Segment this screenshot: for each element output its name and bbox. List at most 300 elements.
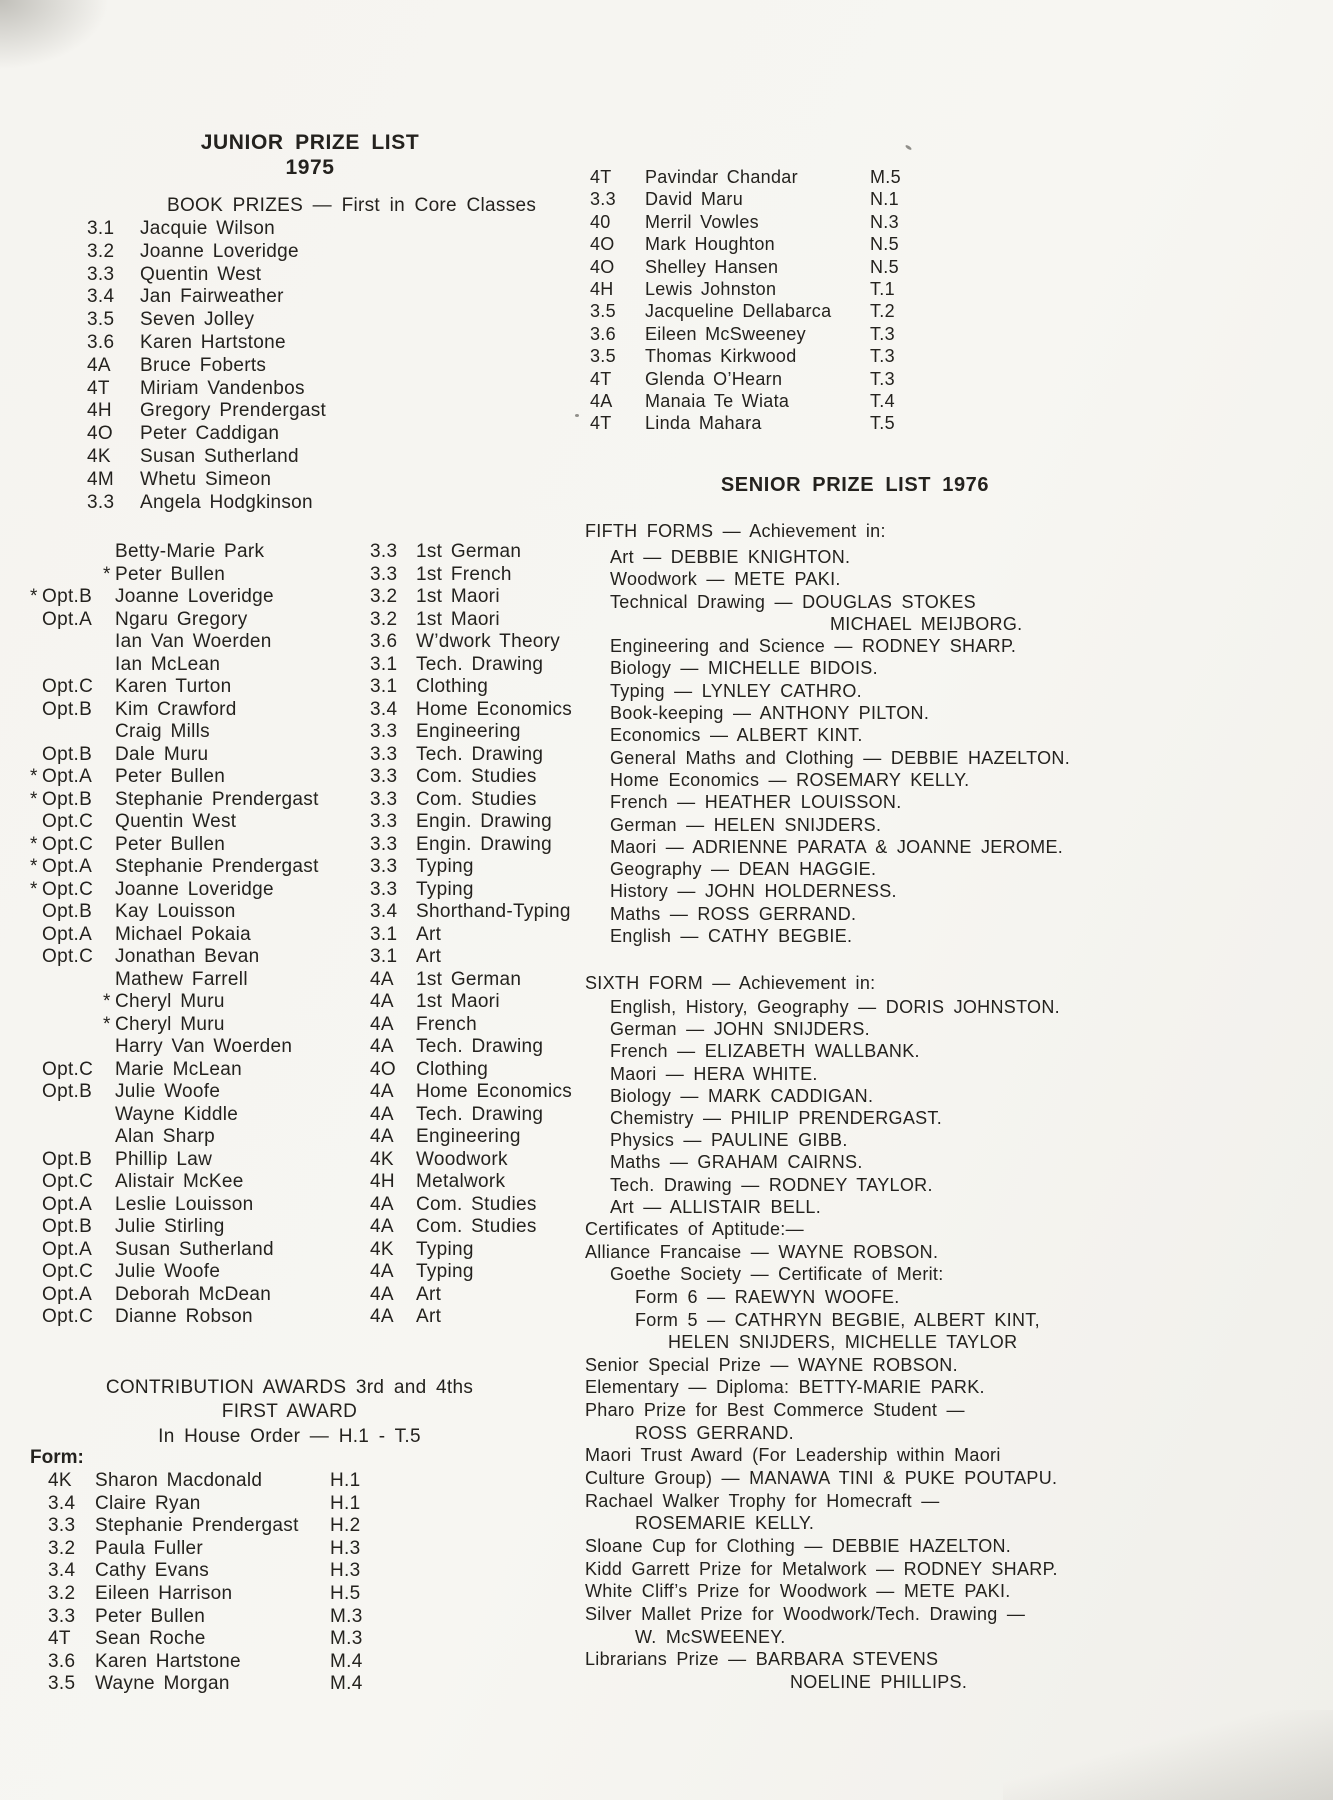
form-code: 3.1 <box>87 218 115 239</box>
form-code: 3.2 <box>370 586 398 607</box>
house-rank: M.4 <box>330 1650 363 1672</box>
form-code: 3.2 <box>370 608 398 630</box>
subject: Art <box>416 946 442 967</box>
achievement-line: Art — ALLISTAIR BELL. <box>610 1196 822 1217</box>
option-prize-row <box>30 1306 572 1329</box>
option-code: * Opt.C <box>30 833 94 855</box>
student-name: Julie Woofe <box>115 1081 221 1102</box>
subject: 1st German <box>416 541 522 562</box>
student-name: Peter Bullen <box>115 766 226 787</box>
house-rank: H.1 <box>330 1492 361 1514</box>
special-prize-line: Librarians Prize — BARBARA STEVENS <box>585 1649 939 1670</box>
house-award-row <box>48 1606 363 1629</box>
student-name: Karen Hartstone <box>140 331 286 353</box>
option-code <box>30 654 115 677</box>
book-prizes-subtitle: BOOK PRIZES — First in Core Classes <box>167 195 537 216</box>
achievement-line: English, History, Geography — DORIS JOHNSTON. <box>610 997 1060 1017</box>
house-rank: T.2 <box>870 301 895 322</box>
student-name: Susan Sutherland <box>115 1238 274 1260</box>
form-code: 4K <box>370 1238 394 1260</box>
student-name: Bruce Foberts <box>140 354 267 376</box>
form-code: 3.3 <box>370 833 398 855</box>
student-name: Quentin West <box>140 263 262 285</box>
student-name: Sean Roche <box>95 1628 206 1650</box>
book-prize-row <box>87 264 326 287</box>
option-prize-row <box>30 1261 572 1284</box>
book-prize-row <box>87 309 326 332</box>
form-code: 3.1 <box>370 946 398 967</box>
student-name: Deborah McDean <box>115 1283 272 1305</box>
book-prize-row <box>87 332 326 355</box>
form-code: 3.3 <box>87 491 115 513</box>
student-name: Stephanie Prendergast <box>115 788 319 810</box>
form-code: 3.4 <box>370 901 398 922</box>
subject: Tech. Drawing <box>416 743 544 765</box>
student-name: Karen Turton <box>115 676 232 697</box>
student-name: * Peter Bullen <box>103 563 226 585</box>
subject: Tech. Drawing <box>416 1103 544 1125</box>
form-code: 4T <box>590 413 612 434</box>
option-code: Opt.A <box>42 1238 93 1260</box>
house-award-row <box>590 368 901 390</box>
subject: Engineering <box>416 1126 521 1147</box>
student-name: Leslie Louisson <box>115 1193 254 1215</box>
option-code: Opt.B <box>42 1081 93 1102</box>
student-name: Betty-Marie Park <box>115 541 265 562</box>
special-prize-line: Sloane Cup for Clothing — DEBBIE HAZELTON. <box>585 1535 1012 1556</box>
form-code: 4H <box>370 1171 395 1192</box>
option-prize-list <box>30 541 572 1329</box>
house-rank: N.1 <box>870 189 899 210</box>
subject: Clothing <box>416 676 489 697</box>
student-name: Craig Mills <box>115 721 210 742</box>
form-code: 4K <box>48 1470 72 1491</box>
form-code: 3.1 <box>370 676 398 697</box>
house-award-row <box>590 233 901 255</box>
student-name: Paula Fuller <box>95 1537 203 1559</box>
form-code: 3.2 <box>87 240 115 262</box>
form-code: 4T <box>48 1628 71 1650</box>
student-name: Angela Hodgkinson <box>140 491 313 513</box>
special-prize-line: Maori Trust Award (For Leadership within Maori <box>585 1445 1001 1466</box>
house-rank: M.3 <box>330 1605 363 1627</box>
form-code: 3.1 <box>370 923 398 945</box>
subject: Art <box>416 1306 442 1327</box>
special-prize-line: W. McSWEENEY. <box>635 1626 786 1647</box>
form-code: 3.3 <box>48 1515 76 1537</box>
student-name: Shelley Hansen <box>645 256 779 277</box>
option-prize-row <box>30 1216 572 1239</box>
form-code: 3.3 <box>370 721 398 742</box>
house-award-row <box>590 300 901 322</box>
form-code: 4O <box>590 234 615 255</box>
option-code <box>30 721 115 744</box>
option-prize-row <box>30 924 572 947</box>
form-code: 3.3 <box>370 766 398 787</box>
option-prize-row <box>30 631 572 654</box>
achievement-line: Biology — MARK CADDIGAN. <box>610 1085 874 1106</box>
special-prize-line: ROSS GERRAND. <box>635 1422 794 1443</box>
subject: Com. Studies <box>416 1193 537 1215</box>
option-prize-row <box>30 766 572 789</box>
student-name: Miriam Vandenbos <box>140 377 305 399</box>
achievement-line: French — ELIZABETH WALLBANK. <box>610 1041 920 1062</box>
subject: Home Economics <box>416 698 573 720</box>
form-code: 4M <box>87 468 114 490</box>
option-prize-row <box>30 1081 572 1104</box>
student-name: Stephanie Prendergast <box>115 856 319 877</box>
option-prize-row <box>30 586 572 609</box>
form-code: 3.3 <box>370 743 398 765</box>
achievement-line: English — CATHY BEGBIE. <box>610 926 853 947</box>
achievement-line: Tech. Drawing — RODNEY TAYLOR. <box>610 1174 933 1195</box>
subject: 1st French <box>416 563 512 585</box>
special-prize-line: Elementary — Diploma: BETTY-MARIE PARK. <box>585 1377 985 1398</box>
subject: Woodwork <box>416 1148 508 1170</box>
special-prize-line: Rachael Walker Trophy for Homecraft — <box>585 1490 940 1511</box>
form-code: 4A <box>370 1193 394 1215</box>
option-code <box>30 1126 115 1149</box>
option-prize-row <box>30 1171 572 1194</box>
house-rank: N.3 <box>870 211 899 232</box>
subject: Com. Studies <box>416 788 537 810</box>
option-code <box>30 631 115 654</box>
subject: W’dwork Theory <box>416 631 561 652</box>
achievement-line: Book-keeping — ANTHONY PILTON. <box>610 703 930 724</box>
form-code: 3.4 <box>87 286 115 308</box>
option-code: * Opt.C <box>30 878 94 900</box>
student-name: Wayne Morgan <box>95 1673 230 1695</box>
form-code: 3.3 <box>370 811 398 832</box>
form-code: 4O <box>87 423 113 445</box>
form-code: 3.3 <box>370 878 398 900</box>
student-name: Gregory Prendergast <box>140 400 327 422</box>
form-code: 4H <box>590 278 614 299</box>
student-name: Peter Bullen <box>95 1605 206 1627</box>
form-code: 4A <box>370 1013 394 1035</box>
house-rank: T.3 <box>870 346 895 367</box>
option-prize-row <box>30 541 572 564</box>
book-prize-row <box>87 355 326 378</box>
special-prize-line: Culture Group) — MANAWA TINI & PUKE POUTAPU. <box>585 1468 1058 1489</box>
option-prize-row <box>30 991 572 1014</box>
book-prize-row <box>87 400 326 423</box>
achievement-line: History — JOHN HOLDERNESS. <box>610 881 897 902</box>
subject: Clothing <box>416 1058 489 1080</box>
form-code: 3.3 <box>370 856 398 877</box>
student-name: Mathew Farrell <box>115 968 248 990</box>
form-code: 3.4 <box>370 698 398 720</box>
option-prize-row <box>30 1036 572 1059</box>
special-prize-line: Silver Mallet Prize for Woodwork/Tech. Drawing — <box>585 1603 1026 1624</box>
form-code: 4H <box>87 400 112 422</box>
achievement-line: General Maths and Clothing — DEBBIE HAZELTON. <box>610 747 1071 768</box>
form-code: 3.6 <box>370 631 398 652</box>
option-prize-row <box>30 811 572 834</box>
subject: French <box>416 1013 477 1035</box>
option-code: Opt.A <box>42 923 93 945</box>
option-prize-row <box>30 856 572 879</box>
house-rank: H.3 <box>330 1537 361 1559</box>
achievement-line: Chemistry — PHILIP PRENDERGAST. <box>610 1107 943 1128</box>
student-name: Sharon Macdonald <box>95 1470 263 1491</box>
scan-smudge-bottom-right <box>1003 1710 1333 1800</box>
student-name: Joanne Loveridge <box>115 586 274 607</box>
form-code: 4K <box>87 445 111 467</box>
option-code: Opt.C <box>42 1261 94 1282</box>
house-award-row <box>590 323 901 345</box>
option-prize-row <box>30 946 572 969</box>
house-award-row <box>48 1493 363 1516</box>
form-code: 3.5 <box>48 1673 76 1695</box>
student-name: Glenda O’Hearn <box>645 368 783 389</box>
house-award-row <box>590 412 901 434</box>
house-rank: H.1 <box>330 1470 361 1491</box>
student-name: Eileen Harrison <box>95 1582 233 1604</box>
student-name: Mark Houghton <box>645 234 775 255</box>
option-prize-row <box>30 1149 572 1172</box>
house-rank: N.5 <box>870 256 899 277</box>
student-name: David Maru <box>645 189 744 210</box>
special-prize-line: Alliance Francaise — WAYNE ROBSON. <box>585 1241 939 1262</box>
house-award-row <box>590 278 901 300</box>
subject: Typing <box>416 1238 474 1260</box>
subject: Home Economics <box>416 1081 573 1102</box>
achievement-line: Geography — DEAN HAGGIE. <box>610 859 877 880</box>
special-prize-line: ROSEMARIE KELLY. <box>635 1513 815 1534</box>
achievement-line: Maths — GRAHAM CAIRNS. <box>610 1152 863 1173</box>
form-code: 4A <box>370 1126 394 1147</box>
student-name: Peter Bullen <box>115 833 226 855</box>
house-award-list-right <box>590 166 901 435</box>
house-award-row <box>48 1583 363 1606</box>
form-code: 4A <box>87 354 111 376</box>
house-award-row <box>48 1538 363 1561</box>
achievement-line: Typing — LYNLEY CATHRO. <box>610 680 862 701</box>
form-code: 3.1 <box>370 653 398 675</box>
achievement-line: Maths — ROSS GERRAND. <box>610 903 857 924</box>
form-code: 4A <box>370 1306 394 1327</box>
form-code: 4T <box>590 167 612 187</box>
achievement-line: German — HELEN SNIJDERS. <box>610 814 882 835</box>
student-name: Jacqueline Dellabarca <box>645 301 832 322</box>
form-code: 4A <box>590 390 613 411</box>
form-code: 4A <box>370 991 394 1012</box>
option-prize-row <box>30 744 572 767</box>
house-award-list-left <box>48 1470 363 1696</box>
student-name: Julie Stirling <box>115 1216 225 1237</box>
form-code: 4A <box>370 1103 394 1125</box>
subject: Art <box>416 1283 442 1305</box>
student-name: Phillip Law <box>115 1148 213 1170</box>
form-code: 4T <box>87 377 110 399</box>
form-code: 4A <box>370 968 394 990</box>
house-rank: T.3 <box>870 323 895 344</box>
option-prize-row <box>30 879 572 902</box>
subject: Engin. Drawing <box>416 833 553 855</box>
student-name: Quentin West <box>115 811 237 832</box>
option-prize-row <box>30 1284 572 1307</box>
option-prize-row <box>30 676 572 699</box>
house-rank: M.5 <box>870 167 901 187</box>
form-code: 4O <box>370 1058 396 1080</box>
student-name: Peter Caddigan <box>140 423 280 445</box>
house-award-row <box>590 188 901 210</box>
student-name: Manaia Te Wiata <box>645 390 790 411</box>
student-name: Julie Woofe <box>115 1261 221 1282</box>
house-rank: H.3 <box>330 1560 361 1582</box>
contribution-order-note: In House Order — H.1 - T.5 <box>158 1426 421 1447</box>
form-code: 4A <box>370 1081 394 1102</box>
special-prize-line: White Cliff’s Prize for Woodwork — METE PAKI. <box>585 1581 1011 1602</box>
special-prizes-list <box>585 1218 1058 1693</box>
form-code: 3.5 <box>590 301 616 322</box>
achievement-line: Biology — MICHELLE BIDOIS. <box>610 658 878 679</box>
form-code: 3.6 <box>48 1650 76 1672</box>
house-award-row <box>48 1651 363 1674</box>
option-code: Opt.C <box>42 1171 94 1192</box>
subject: Metalwork <box>416 1171 506 1192</box>
student-name: Jan Fairweather <box>140 286 284 308</box>
house-rank: M.3 <box>330 1628 363 1650</box>
form-code: 3.6 <box>590 323 616 344</box>
achievement-line: Home Economics — ROSEMARY KELLY. <box>610 769 970 790</box>
house-award-row <box>590 166 901 188</box>
special-prize-line: Goethe Society — Certificate of Merit: <box>610 1264 944 1285</box>
subject: Engin. Drawing <box>416 811 553 832</box>
subject: Shorthand-Typing <box>416 901 571 922</box>
book-prize-list <box>87 218 326 514</box>
book-prize-row <box>87 241 326 264</box>
student-name: Dianne Robson <box>115 1306 253 1327</box>
option-prize-row <box>30 654 572 677</box>
scan-smudge-top-left <box>0 0 110 70</box>
student-name: Seven Jolley <box>140 309 255 331</box>
student-name: Ian McLean <box>115 653 221 675</box>
option-code: Opt.C <box>42 811 94 832</box>
option-code: Opt.B <box>42 698 93 720</box>
house-rank: H.2 <box>330 1515 361 1537</box>
student-name: Kay Louisson <box>115 901 236 922</box>
book-prize-row <box>87 446 326 469</box>
house-award-row <box>590 256 901 278</box>
subject: Art <box>416 923 442 945</box>
form-code: 40 <box>590 211 611 232</box>
student-name: Jacquie Wilson <box>140 218 275 239</box>
option-prize-row <box>30 901 572 924</box>
option-prize-row <box>30 564 572 587</box>
option-code: * Opt.B <box>30 586 93 607</box>
book-prize-row <box>87 378 326 401</box>
achievement-line: Art — DEBBIE KNIGHTON. <box>610 547 851 567</box>
option-prize-row <box>30 609 572 632</box>
form-code: 3.5 <box>87 309 115 331</box>
fifth-forms-list <box>585 546 1070 947</box>
fifth-forms-heading: FIFTH FORMS — Achievement in: <box>585 521 886 541</box>
subject: Com. Studies <box>416 1216 537 1237</box>
house-award-row <box>48 1470 363 1493</box>
student-name: Wayne Kiddle <box>115 1103 239 1125</box>
achievement-line: Technical Drawing — DOUGLAS STOKES <box>610 591 976 612</box>
student-name: Alistair McKee <box>115 1171 244 1192</box>
student-name: Lewis Johnston <box>645 278 777 299</box>
achievement-line: MICHAEL MEIJBORG. <box>830 613 1023 634</box>
special-prize-line: Pharo Prize for Best Commerce Student — <box>585 1400 965 1421</box>
option-code: Opt.C <box>42 946 94 967</box>
achievement-line: Engineering and Science — RODNEY SHARP. <box>610 636 1017 657</box>
house-award-row <box>590 345 901 367</box>
option-code <box>30 541 115 564</box>
house-award-row <box>48 1560 363 1583</box>
house-rank: T.1 <box>870 278 895 299</box>
form-code: 4T <box>590 368 612 389</box>
student-name: Cathy Evans <box>95 1560 210 1582</box>
option-prize-row <box>30 1059 572 1082</box>
sixth-form-heading: SIXTH FORM — Achievement in: <box>585 973 876 993</box>
student-name: Harry Van Woerden <box>115 1036 293 1057</box>
special-prize-line: Kidd Garrett Prize for Metalwork — RODNEY SHARP. <box>585 1558 1058 1579</box>
form-label: Form: <box>30 1447 84 1468</box>
option-code: Opt.A <box>42 1193 93 1215</box>
subject: Tech. Drawing <box>416 653 544 675</box>
option-prize-row <box>30 789 572 812</box>
option-code: Opt.A <box>42 608 93 630</box>
option-prize-row <box>30 699 572 722</box>
student-name: Whetu Simeon <box>140 468 272 490</box>
book-prize-row <box>87 469 326 492</box>
option-code <box>30 1036 115 1059</box>
special-prize-line: Form 5 — CATHRYN BEGBIE, ALBERT KINT, <box>635 1309 1040 1330</box>
option-prize-row <box>30 969 572 992</box>
student-name: Linda Mahara <box>645 413 762 434</box>
student-name: Thomas Kirkwood <box>645 346 797 367</box>
subject: 1st German <box>416 968 522 990</box>
house-rank: T.4 <box>870 390 895 411</box>
student-name: Joanne Loveridge <box>115 878 274 900</box>
option-code: Opt.C <box>42 676 94 697</box>
student-name: Dale Muru <box>115 743 209 765</box>
achievement-line: Economics — ALBERT KINT. <box>610 725 863 746</box>
special-prize-line: HELEN SNIJDERS, MICHELLE TAYLOR <box>668 1332 1018 1353</box>
option-code <box>30 1104 115 1127</box>
option-prize-row <box>30 1014 572 1037</box>
junior-title: JUNIOR PRIZE LIST <box>200 131 420 154</box>
option-prize-row <box>30 721 572 744</box>
book-prize-row <box>87 423 326 446</box>
subject: 1st Maori <box>416 991 500 1012</box>
house-rank: N.5 <box>870 234 899 255</box>
student-name: Stephanie Prendergast <box>95 1515 299 1537</box>
form-code: 4A <box>370 1283 394 1305</box>
house-rank: M.4 <box>330 1673 363 1695</box>
book-prize-row <box>87 218 326 241</box>
student-name: Alan Sharp <box>115 1126 216 1147</box>
student-name: Joanne Loveridge <box>140 240 299 262</box>
sixth-form-list <box>585 996 1060 1218</box>
option-code: Opt.B <box>42 1148 93 1170</box>
form-code: 3.2 <box>48 1582 76 1604</box>
house-rank: T.3 <box>870 368 895 389</box>
achievement-line: Woodwork — METE PAKI. <box>610 569 841 590</box>
junior-year: 1975 <box>285 156 335 179</box>
student-name: Ngaru Gregory <box>115 608 248 630</box>
option-code: Opt.A <box>42 1283 93 1305</box>
form-code: 4O <box>590 256 615 277</box>
house-award-row <box>590 211 901 233</box>
book-prize-row <box>87 286 326 309</box>
subject: Typing <box>416 856 474 877</box>
student-name: Marie McLean <box>115 1058 242 1080</box>
